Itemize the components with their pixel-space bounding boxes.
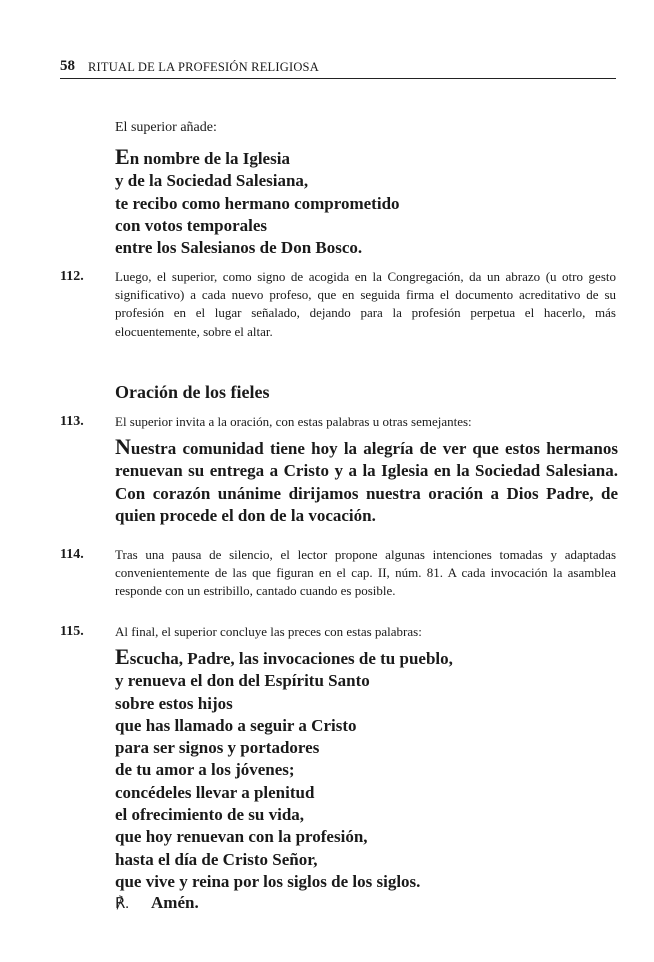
paragraph-number: 115. (60, 624, 84, 639)
prayer-line: y renueva el don del Espíritu Santo (115, 671, 370, 691)
profession-formula (115, 146, 400, 259)
paragraph-114 (60, 546, 616, 601)
paragraph-115 (60, 623, 616, 641)
prayer-line: sobre estos hijos (115, 693, 233, 713)
running-title: RITUAL DE LA PROFESIÓN RELIGIOSA (88, 60, 319, 74)
response (115, 893, 199, 913)
paragraph-113 (60, 413, 616, 431)
paragraph-text: Luego, el superior, como signo de acogida en la Congregación, da un abrazo (u otro gesto significativo) a cada nuevo profeso, que en seguida firma el documento acreditativo de su profesión en el lugar señalado, dejando para la profesión perpetua el hacerlo, más elocuentemente, sobre el altar. (115, 269, 616, 339)
paragraph-text: Tras una pausa de silencio, el lector propone algunas intenciones tomadas y adaptadas convenientemente de las que figuran en el cap. II, núm. 81. A cada invocación la asamblea responde con un estribillo, cantado cuando es posible. (115, 547, 616, 599)
intro-text-1: El superior añade: (115, 120, 217, 135)
prayer-line: concédeles llevar a plenitud (115, 782, 315, 802)
page-number: 58 (60, 58, 75, 74)
formula-line: con votos temporales (115, 215, 268, 235)
prayer-line: para ser signos y portadores (115, 738, 320, 758)
formula-line: te recibo como hermano comprometido (115, 193, 400, 213)
prayer-line: de tu amor a los jóvenes; (115, 760, 295, 780)
response-symbol: ℟. (115, 896, 130, 912)
prayer-line: que vive y reina por los siglos de los siglos. (115, 871, 421, 891)
paragraph-112 (60, 268, 616, 341)
formula-line: entre los Salesianos de Don Bosco. (115, 238, 363, 258)
paragraph-number: 112. (60, 269, 84, 284)
prayer-line: que hoy renuevan con la profesión, (115, 827, 368, 847)
response-text: Amén. (151, 893, 199, 912)
paragraph-text: Al final, el superior concluye las preces con estas palabras: (115, 624, 422, 639)
formula-line: En nombre de la Iglesia (115, 144, 290, 169)
invitation-to-prayer (115, 436, 618, 527)
drop-cap: E (115, 644, 130, 669)
prayer-line: hasta el día de Cristo Señor, (115, 849, 318, 869)
closing-prayer (115, 646, 453, 893)
invitation-text: uestra comunidad tiene hoy la alegría de ver que estos hermanos renuevan su entrega a Cristo y a la Iglesia en la Sociedad Salesiana. Con corazón unánime dirijamos nuestra oración a Dios Padre, de quien procede el don de la vocación. (115, 439, 618, 525)
drop-cap: N (115, 434, 131, 459)
formula-line: y de la Sociedad Salesiana, (115, 171, 309, 191)
prayer-line: Escucha, Padre, las invocaciones de tu pueblo, (115, 644, 453, 669)
prayer-line: el ofrecimiento de su vida, (115, 805, 305, 825)
drop-cap: E (115, 144, 130, 169)
paragraph-number: 114. (60, 547, 84, 562)
paragraph-text: El superior invita a la oración, con estas palabras u otras semejantes: (115, 414, 472, 429)
section-title: Oración de los fieles (115, 382, 270, 402)
page-header (60, 56, 616, 79)
prayer-line: que has llamado a seguir a Cristo (115, 715, 357, 735)
paragraph-number: 113. (60, 414, 84, 429)
